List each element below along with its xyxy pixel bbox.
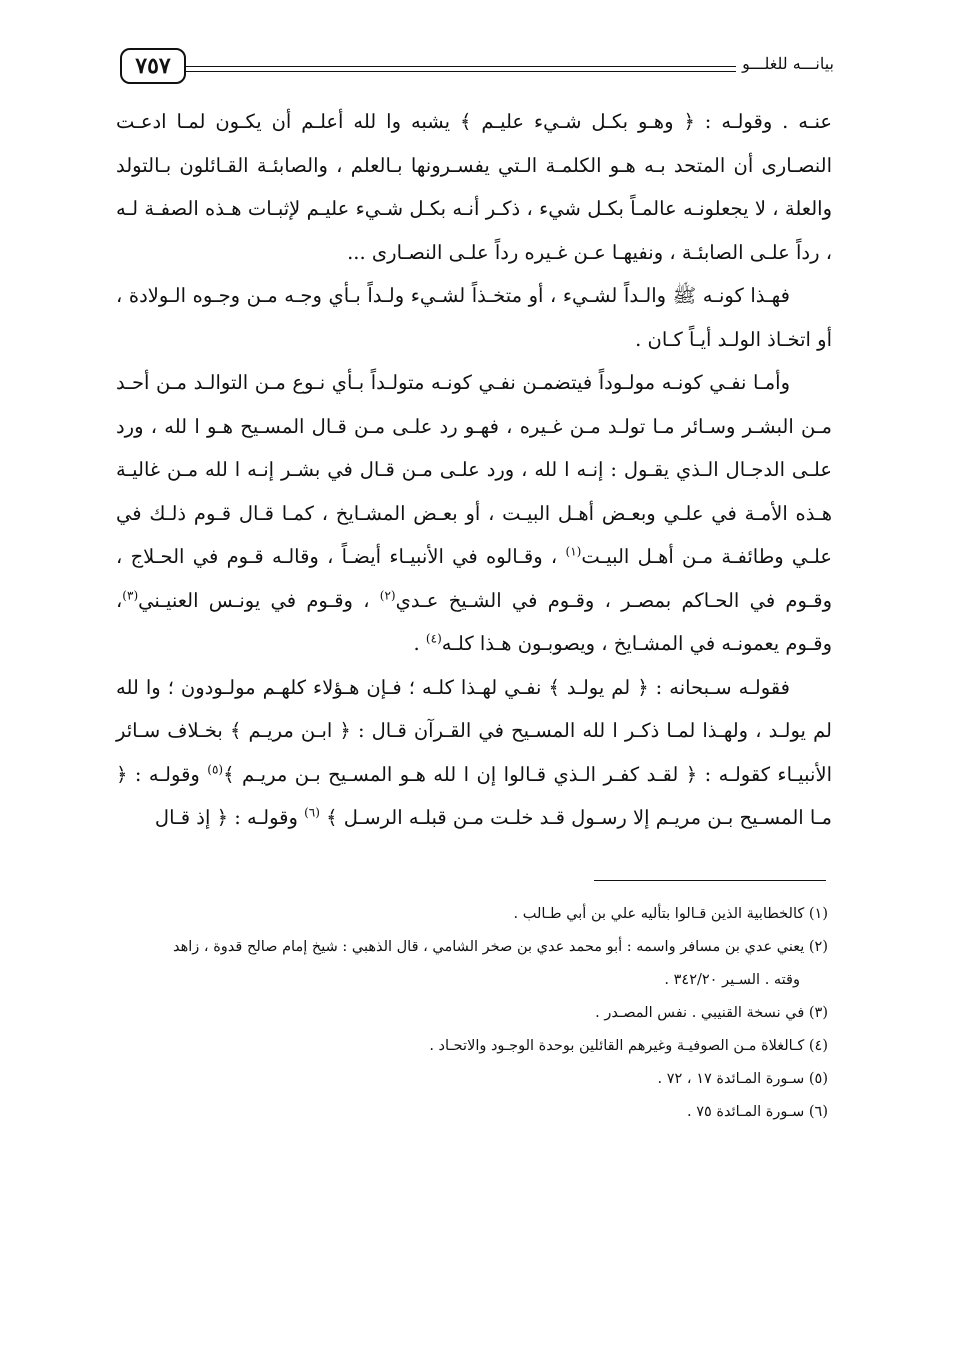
main-text <box>116 100 832 840</box>
paragraph-text: وقولـه : ﴿ مـا المسـيح بـن مريـم إلا رسـول قـد خلـت مـن قبلـه الرسـل ﴾ <box>116 762 832 829</box>
running-title: بيانـــه للغلـــو <box>736 54 834 73</box>
footnote: (٦) سـورة المـائدة ٧٥ . <box>687 1104 828 1120</box>
footnote: (٥) سـورة المـائدة ١٧ ، ٧٢ . <box>657 1071 828 1087</box>
paragraph-text: وأمـا نفـي كونـه مولـوداً فيتضمـن نفـي كونـه متولـداً بـأي نـوع مـن التوالـد مـن أحـد مـن البشـر وسـائر مـا تولـد مـن غـيره ، فهـو رد علـى مـن قـال المسـيح هـو ا لله ، ورد علـى الدجـال الـذي يقـول : إنـه ا لله ، ورد علـى مـن قـال في بشـر إنـه ا لله مـن غاليـة هـذه الأمـة في علـي وبعـض أهـل البيـت ، أو بعـض المشـايخ ، كمـا قـال قـوم ذلـك في علـي وطائفـة مـن أهـل البيـت <box>116 371 832 568</box>
footnote: (٣) في نسخة القنيبي . نفس المصـدر . <box>595 1005 828 1021</box>
footnote: (٢) يعني عدي بن مسافر واسمه : أبو محمد عدي بن صخر الشامي ، قال الذهبي : شيخ إمام صالح قدوة ، زاهد <box>173 939 828 955</box>
footnote-continuation: وقته . السـير ٣٤٢/٢٠ . <box>664 972 800 988</box>
paragraph-text: ، وقـوم يعمونـه في المشـايخ ، ويصوبـون هـذا كلـه <box>116 588 832 655</box>
paragraph <box>116 666 832 840</box>
paragraph-text: فقولـه سـبحانه : ﴿ لم يولـد ﴾ نفـي لهـذا كلـه ؛ فـإن هـؤلاء كلهـم مولـودون ؛ وا لله لم يولـد ، ولهـذا لمـا ذكـر ا لله المسـيح في القـرآن قـال : ﴿ ابـن مريـم ﴾ بخـلاف سـائر الأنبيـاء كقولـه : ﴿ لقـد كفـر الـذي قـالوا إن ا لله هـو المسـيح بـن مريـم ﴾ <box>116 675 832 786</box>
footnote: (٤) كـالغلاة مـن الصوفيـة وغيرهم القائلين بوحدة الوجـود والاتحـاد . <box>429 1038 828 1054</box>
paragraph-text: ، وقـوم في يونـس العنيـني <box>138 588 370 612</box>
page-number: ٧٥٧ <box>135 53 171 79</box>
page-number-box <box>120 48 186 84</box>
footnote-ref: (١) <box>565 544 582 559</box>
header-rule-top <box>186 66 766 67</box>
paragraph: فهـذا كونـه ﷺ والـداً لشـيء ، أو متخـذاً لشـيء ولـداً بـأي وجـه مـن وجـوه الـولادة ، أو اتخـاذ الولـد أيـاً كـان . <box>116 284 832 351</box>
paragraph <box>116 361 832 666</box>
footnote: (١) كالخطابية الذين قـالوا بتأليه علي بن أبي طـالب . <box>513 906 828 922</box>
paragraph-text: ، وقـالوه في الأنبيـاء أيضـاً ، وقالـه قـوم في الحـلاج ، وقـوم في الحـاكم بمصـر ، وقـوم في الشـيخ عـدي <box>116 545 832 612</box>
paragraph-text: . <box>413 632 420 655</box>
footnote-ref: (٦) <box>304 805 320 820</box>
paragraph: عنـه . وقولـه : ﴿ وهـو بكـل شـيء عليـم ﴾ يشبه وا لله أعلـم أن يكـون لمـا ادعـت النصـارى أن المتحد بـه هـو الكلمـة الـتي يفسـرونها بـالعلم ، والصابئـة القـائلون بـالتولد والعلة ، لا يجعلونـه عالمـاً بكـل شيء ، ذكـر أنـه بكـل شـيء عليـم لإثبـات هـذه الصفـة لـه ، رداً علـى الصابئـة ، ونفيهـا عـن غـيره رداً علـى النصـارى ... <box>116 110 832 264</box>
footnote-ref: (٢) <box>379 588 396 602</box>
page-header <box>112 44 834 90</box>
header-rule-bottom <box>186 71 766 72</box>
footnote-ref: (٥) <box>207 762 224 776</box>
footnote-ref: (٣) <box>122 588 139 602</box>
footnote-separator <box>594 880 826 881</box>
footnotes <box>112 898 828 1129</box>
paragraph-text: وقولـه : ﴿ إذ قـال <box>154 806 305 829</box>
footnote-ref: (٤) <box>425 631 442 646</box>
